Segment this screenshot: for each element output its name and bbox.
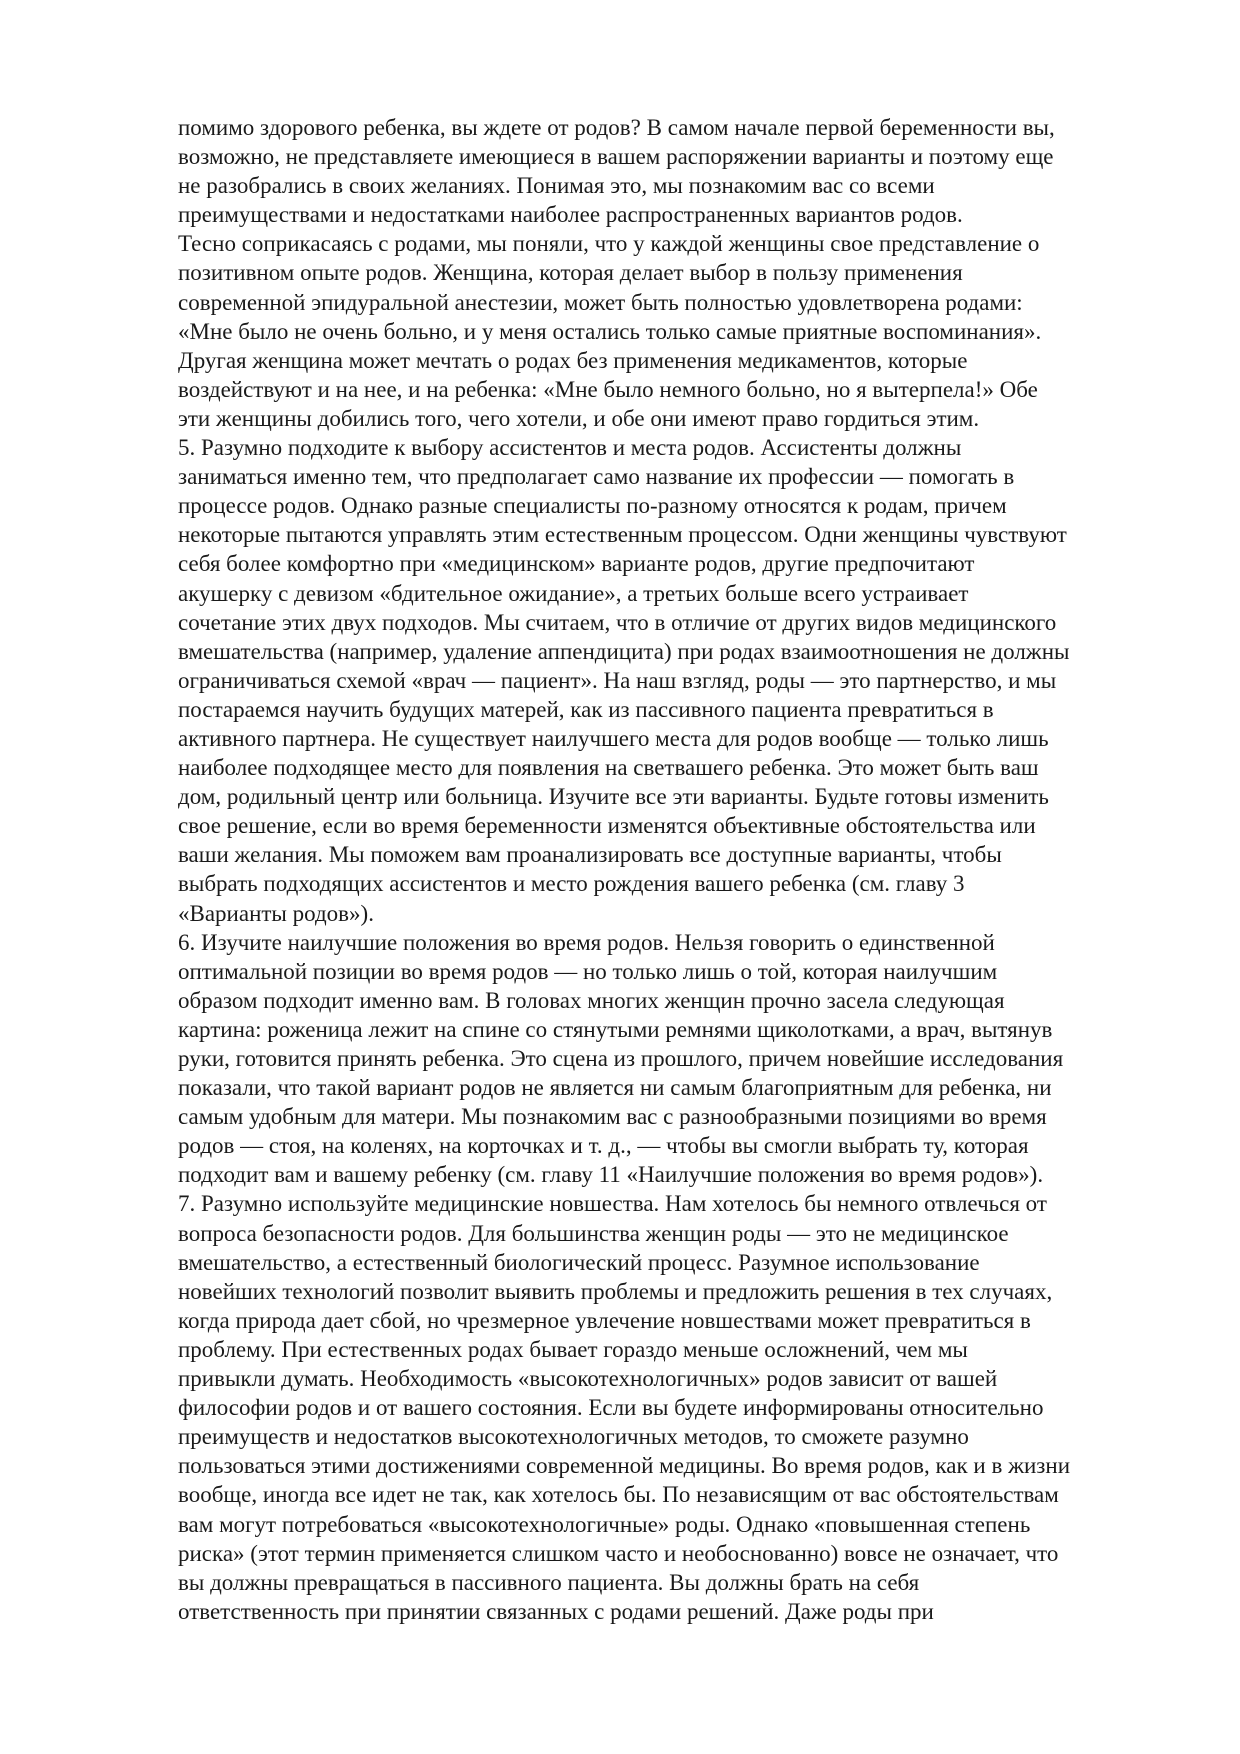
- text-line: новейших технологий позволит выявить проблемы и предложить решения в тех случаях,: [178, 1278, 1053, 1304]
- text-line: не разобрались в своих желаниях. Понимая это, мы познакомим вас со всеми: [178, 173, 935, 199]
- text-line: наиболее подходящее место для появления на светвашего ребенка. Это может быть ваш: [178, 755, 1039, 781]
- text-line: воздействуют и на нее, и на ребенка: «Мне было немного больно, но я вытерпела!» Обе: [178, 376, 1038, 402]
- text-line: акушерку с девизом «бдительное ожидание», а третьих больше всего устраивает: [178, 580, 969, 606]
- text-line: некоторые пытаются управлять этим естественным процессом. Одни женщины чувствуют: [178, 522, 1067, 548]
- text-line: риска» (этот термин применяется слишком часто и необоснованно) вовсе не означает, что: [178, 1540, 1059, 1566]
- text-line: возможно, не представляете имеющиеся в вашем распоряжении варианты и поэтому еще: [178, 144, 1054, 170]
- text-line: родов — стоя, на коленях, на корточках и т. д., — чтобы вы смогли выбрать ту, которая: [178, 1133, 1029, 1159]
- text-line: 5. Разумно подходите к выбору ассистентов и места родов. Ассистенты должны: [178, 435, 962, 461]
- text-line: сочетание этих двух подходов. Мы считаем, что в отличие от других видов медицинского: [178, 609, 1057, 635]
- text-line: постараемся научить будущих матерей, как из пассивного пациента превратиться в: [178, 696, 994, 722]
- text-line: подходит вам и вашему ребенку (см. главу 11 «Наилучшие положения во время родов»).: [178, 1162, 1044, 1188]
- text-line: себя более комфортно при «медицинском» варианте родов, другие предпочитают: [178, 551, 975, 577]
- text-line: вообще, иногда все идет не так, как хотелось бы. По независящим от вас обстоятельствам: [178, 1482, 1059, 1508]
- text-line: современной эпидуральной анестезии, может быть полностью удовлетворена родами:: [178, 289, 1023, 315]
- text-line: свое решение, если во время беременности изменятся объективные обстоятельства или: [178, 813, 1036, 839]
- text-line: вмешательства (например, удаление аппендицита) при родах взаимоотношения не должны: [178, 638, 1070, 664]
- text-line: пользоваться этими достижениями современной медицины. Во время родов, как и в жизни: [178, 1453, 1071, 1479]
- text-line: помимо здорового ребенка, вы ждете от родов? В самом начале первой беременности вы,: [178, 115, 1055, 140]
- text-line: картина: роженица лежит на спине со стянутыми ремнями щиколотками, а врач, вытянув: [178, 1016, 1053, 1042]
- text-line: выбрать подходящих ассистентов и место рождения вашего ребенка (см. главу 3: [178, 871, 965, 897]
- text-line: вопроса безопасности родов. Для большинства женщин роды — это не медицинское: [178, 1220, 1009, 1246]
- text-line: эти женщины добились того, чего хотели, и обе они имеют право гордиться этим.: [178, 405, 980, 431]
- text-line: ваши желания. Мы поможем вам проанализировать все доступные варианты, чтобы: [178, 842, 1002, 868]
- text-line: заниматься именно тем, что предполагает само название их профессии — помогать в: [178, 464, 1015, 490]
- text-line: вмешательство, а естественный биологический процесс. Разумное использование: [178, 1249, 980, 1275]
- text-line: образом подходит именно вам. В головах многих женщин прочно засела следующая: [178, 987, 1005, 1013]
- text-line: «Варианты родов»).: [178, 900, 374, 926]
- body-text: [178, 113, 1158, 1626]
- text-line: 6. Изучите наилучшие положения во время родов. Нельзя говорить о единственной: [178, 929, 995, 955]
- text-line: преимуществами и недостатками наиболее распространенных вариантов родов.: [178, 202, 963, 228]
- text-line: самым удобным для матери. Мы познакомим вас с разнообразными позициями во время: [178, 1104, 1047, 1130]
- text-line: философии родов и от вашего состояния. Если вы будете информированы относительно: [178, 1395, 1044, 1421]
- text-line: 7. Разумно используйте медицинские новшества. Нам хотелось бы немного отвлечься от: [178, 1191, 1047, 1217]
- text-line: позитивном опыте родов. Женщина, которая делает выбор в пользу применения: [178, 260, 963, 286]
- text-line: проблему. При естественных родах бывает гораздо меньше осложнений, чем мы: [178, 1336, 968, 1362]
- text-line: оптимальной позиции во время родов — но только лишь о той, которая наилучшим: [178, 958, 998, 984]
- text-line: процессе родов. Однако разные специалисты по-разному относятся к родам, причем: [178, 493, 1007, 519]
- text-line: дом, родильный центр или больница. Изучите все эти варианты. Будьте готовы изменить: [178, 784, 1049, 810]
- text-line: когда природа дает сбой, но чрезмерное увлечение новшествами может превратиться в: [178, 1307, 1031, 1333]
- text-line: «Мне было не очень больно, и у меня остались только самые приятные воспоминания».: [178, 318, 1042, 344]
- text-line: ограничиваться схемой «врач — пациент». На наш взгляд, роды — это партнерство, и мы: [178, 667, 1057, 693]
- text-line: преимуществ и недостатков высокотехнологичных методов, то сможете разумно: [178, 1424, 969, 1450]
- text-line: Тесно соприкасаясь с родами, мы поняли, что у каждой женщины свое представление о: [178, 231, 1040, 257]
- text-line: руки, готовится принять ребенка. Это сцена из прошлого, причем новейшие исследования: [178, 1046, 1064, 1071]
- text-line: Другая женщина может мечтать о родах без применения медикаментов, которые: [178, 347, 968, 373]
- text-line: ответственность при принятии связанных с родами решений. Даже роды при: [178, 1598, 934, 1624]
- text-line: привыкли думать. Необходимость «высокотехнологичных» родов зависит от вашей: [178, 1366, 998, 1392]
- text-line: вы должны превращаться в пассивного пациента. Вы должны брать на себя: [178, 1569, 920, 1595]
- text-line: показали, что такой вариант родов не является ни самым благоприятным для ребенка, ни: [178, 1075, 1052, 1101]
- text-line: вам могут потребоваться «высокотехнологичные» роды. Однако «повышенная степень: [178, 1511, 1031, 1537]
- text-line: активного партнера. Не существует наилучшего места для родов вообще — только лишь: [178, 725, 1049, 751]
